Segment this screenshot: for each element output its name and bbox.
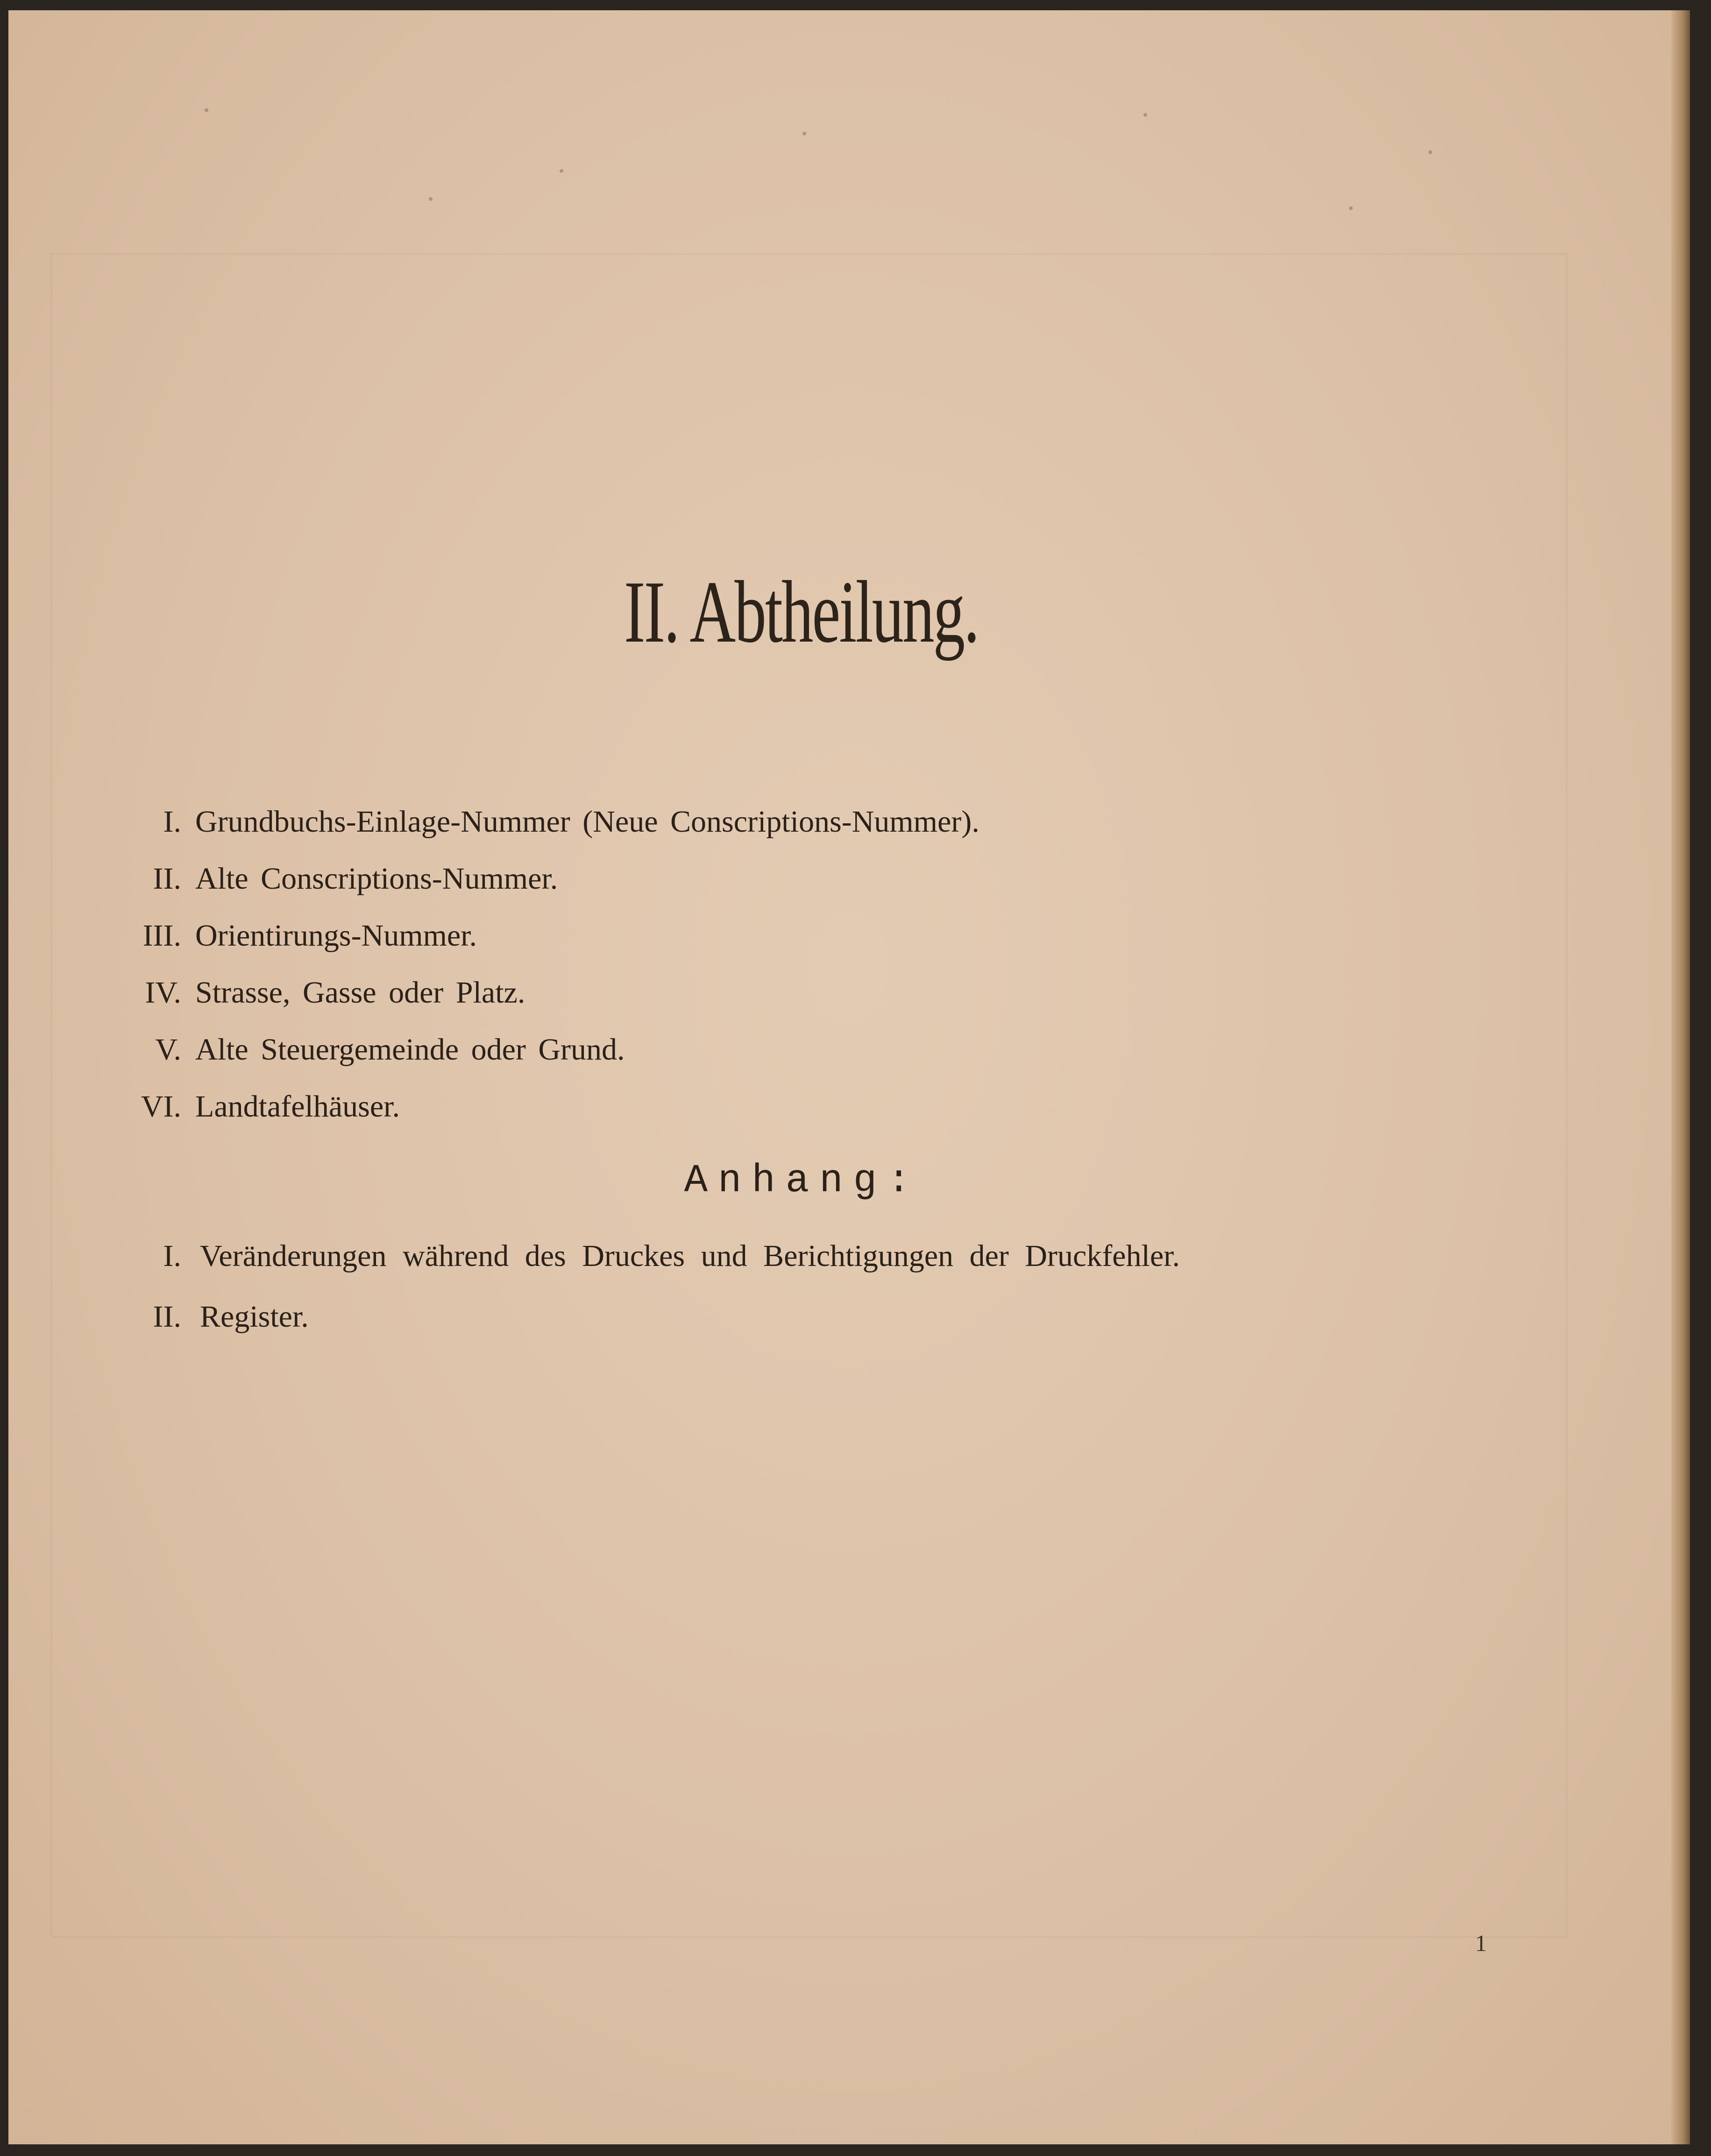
entry-number: V. [155, 1032, 181, 1067]
contents-entry [8, 1032, 1597, 1079]
appendix-entry [8, 1299, 1597, 1346]
paper-speck [429, 197, 433, 201]
entry-text: Orientirungs-Nummer. [195, 919, 477, 953]
paper-speck [205, 108, 208, 112]
entry-text: Strasse, Gasse oder Platz. [195, 976, 525, 1010]
paper-speck [802, 132, 806, 135]
entry-number: I. [163, 1239, 181, 1273]
document-page [8, 10, 1690, 2144]
entry-text: Alte Steuergemeinde oder Grund. [195, 1032, 625, 1067]
entry-number: II. [153, 1300, 181, 1334]
paper-speck [1428, 150, 1432, 154]
entry-text: Register. [200, 1300, 309, 1334]
paper-speck [1143, 113, 1147, 117]
appendix-title: Anhang: [684, 1159, 921, 1203]
entry-text: Alte Conscriptions-Nummer. [195, 862, 558, 896]
appendix-entry [8, 1238, 1597, 1285]
paper-speck [560, 169, 563, 173]
entry-number: III. [142, 919, 181, 953]
entry-text: Landtafelhäuser. [195, 1089, 400, 1124]
entry-number: VI. [141, 1089, 181, 1124]
contents-entry [8, 918, 1597, 965]
entry-text: Grundbuchs-Einlage-Nummer (Neue Conscriptions-Nummer). [195, 805, 980, 839]
section-heading: II. Abtheilung. [624, 563, 979, 661]
entry-number: II. [153, 862, 181, 896]
contents-entry [8, 975, 1597, 1022]
page-number: 1 [1475, 1930, 1487, 1956]
entry-number: I. [163, 805, 181, 839]
page-edge [1671, 10, 1690, 2144]
entry-text: Veränderungen während des Druckes und Berichtigungen der Druckfehler. [200, 1239, 1180, 1273]
contents-entry [8, 861, 1597, 908]
entry-number: IV. [145, 976, 181, 1010]
contents-entry [8, 1089, 1597, 1136]
contents-entry [8, 804, 1597, 851]
paper-speck [1349, 206, 1353, 210]
